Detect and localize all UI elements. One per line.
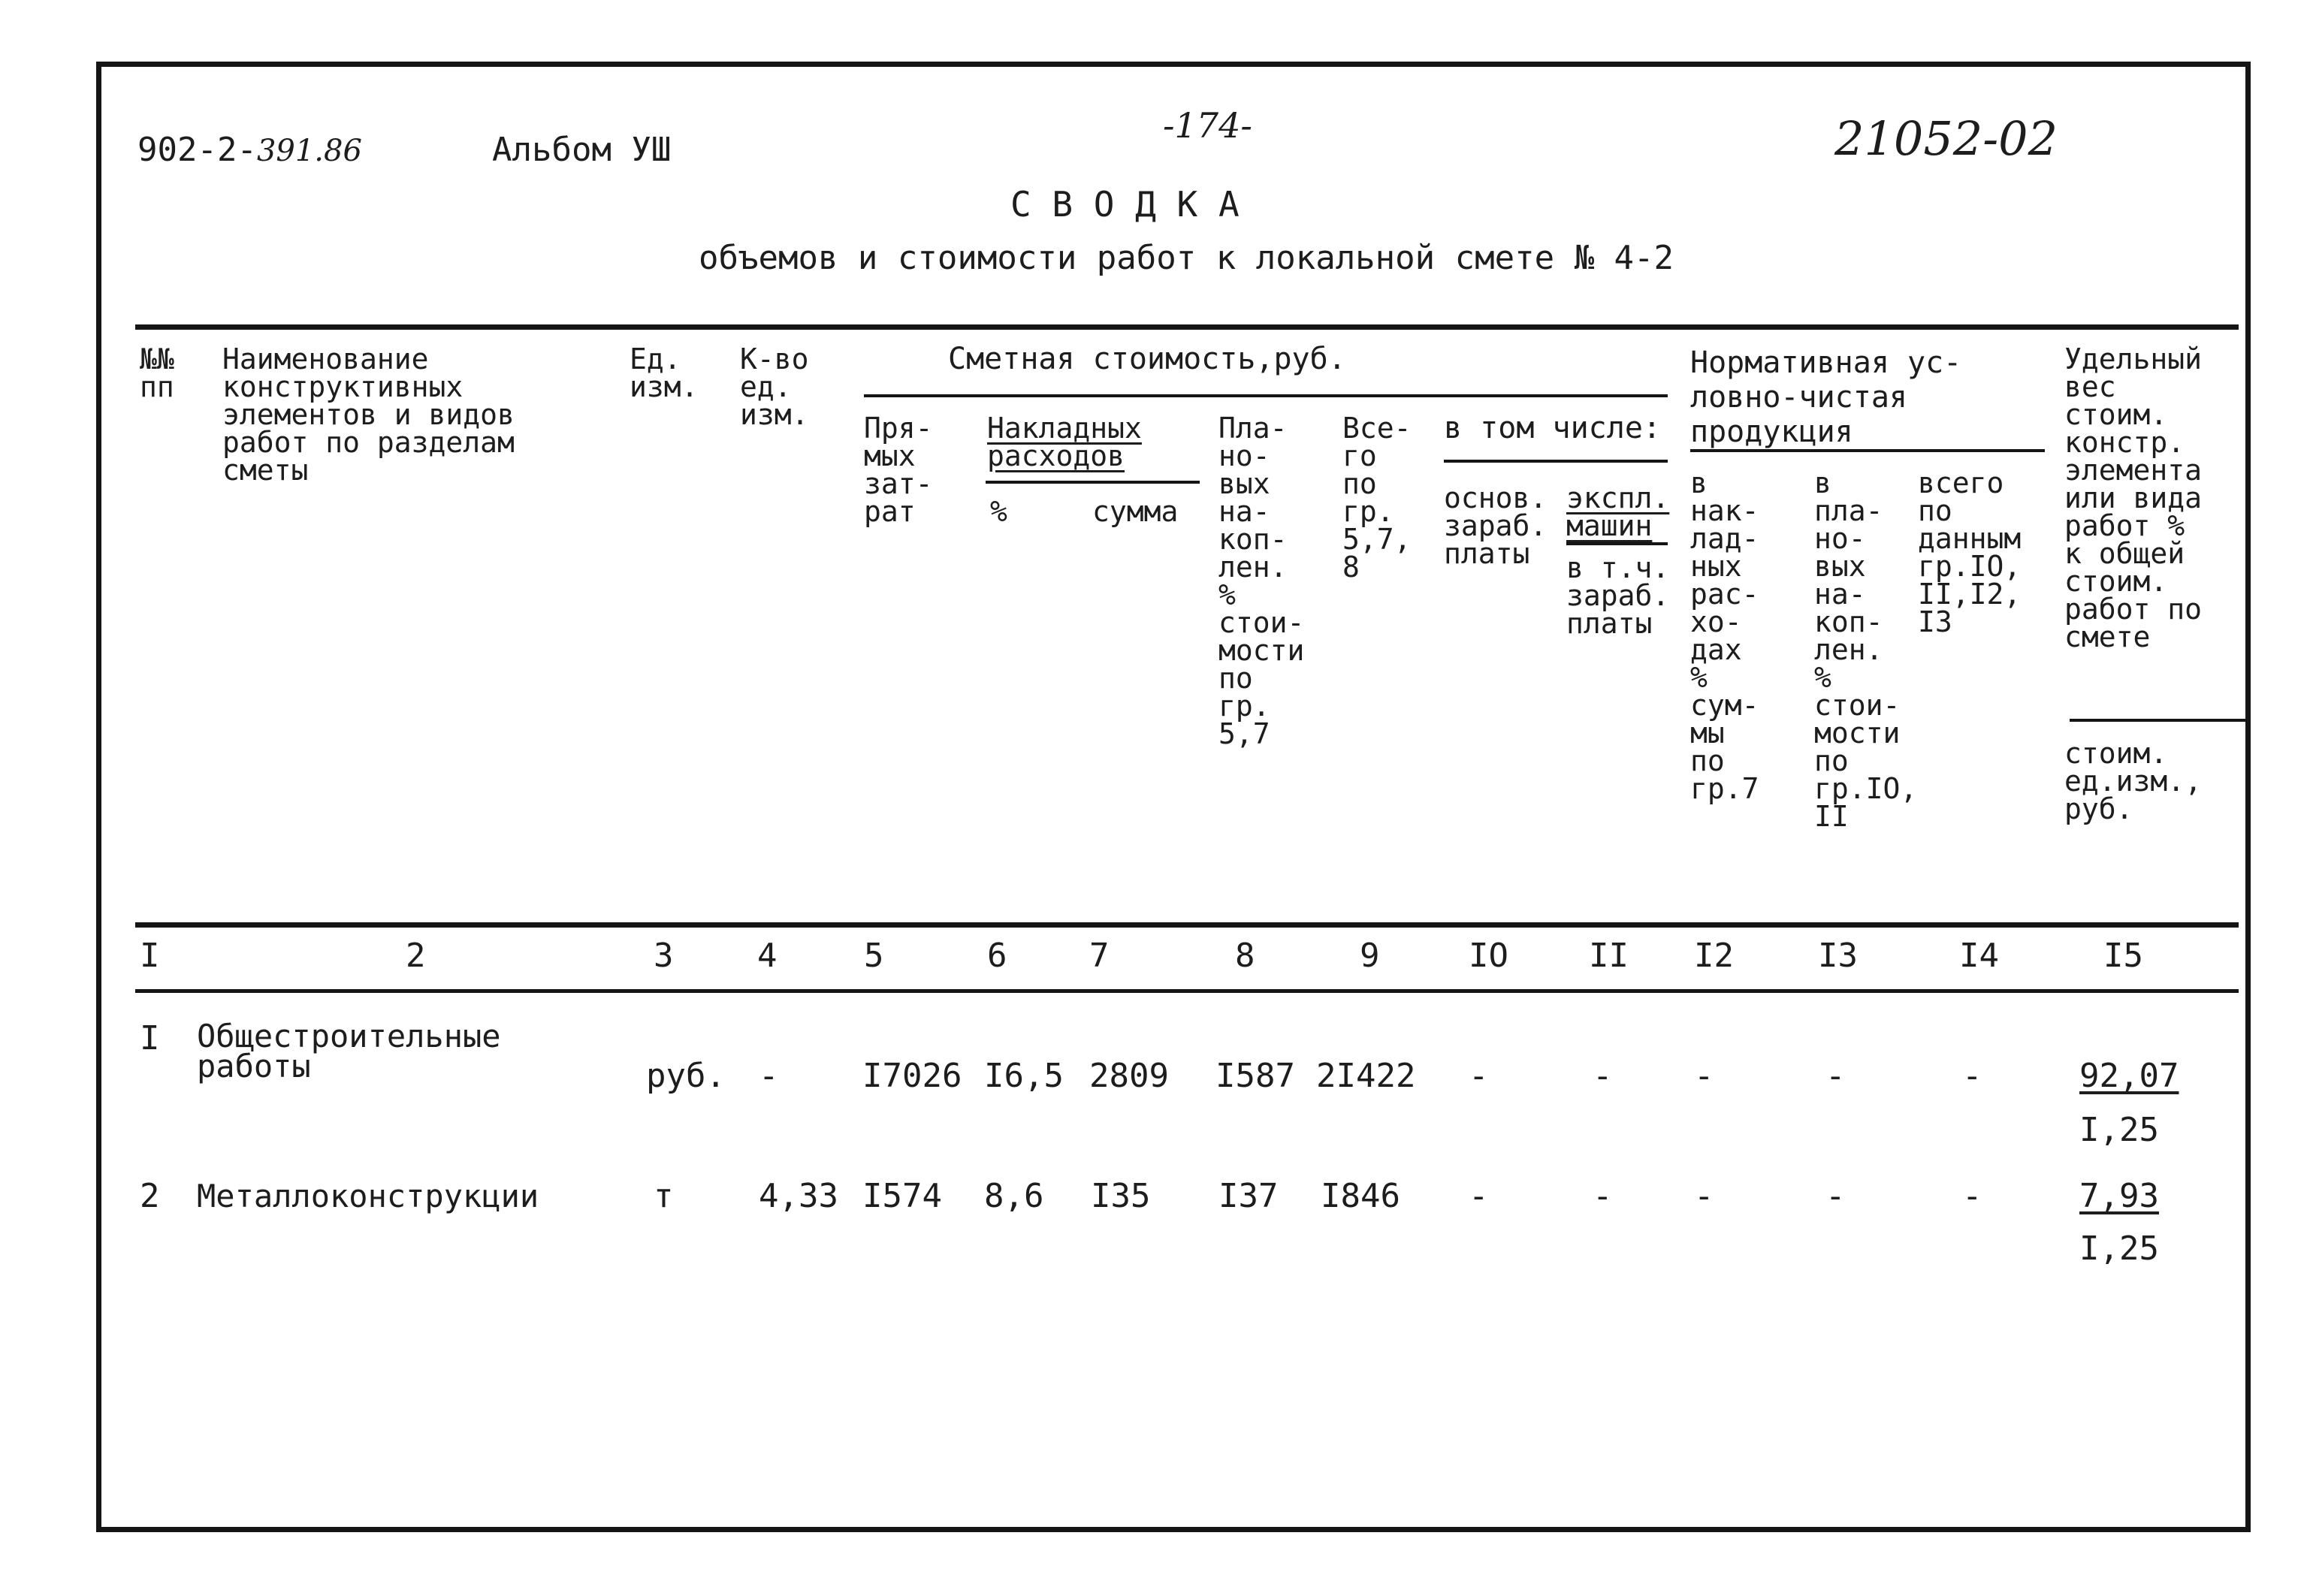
header-col-qty: К-во ед. изм. (740, 342, 809, 431)
row-1-no: I (140, 1019, 160, 1057)
header-col-name: Наименование конструктивных элементов и видов работ по разделам сметы (222, 342, 515, 487)
row-1-total: 2I422 (1316, 1057, 1416, 1095)
machines-rule (1566, 542, 1668, 545)
header-col-no: №№ пп (140, 342, 174, 403)
table-top-rule (135, 324, 2239, 330)
document-frame (96, 62, 2251, 1532)
row-1-qty: - (759, 1057, 779, 1095)
header-col-share: Удельный вес стоим. констр. элемента или вида работ % к общей стоим. работ по смете (2064, 342, 2203, 653)
header-incl-group: в том числе: (1444, 411, 1661, 445)
header-cost-group: Сметная стоимость,руб. (948, 342, 1346, 376)
header-norm-group: Нормативная ус- ловно-чистая продукция (1690, 345, 1962, 449)
cost-group-rule (864, 394, 1668, 397)
row-1-planned: I587 (1215, 1057, 1295, 1095)
row-2-c13: - (1825, 1177, 1846, 1215)
row-2-c12: - (1694, 1177, 1714, 1215)
column-number: 2 (406, 937, 426, 975)
share-rule (2070, 719, 2250, 722)
row-2-qty: 4,33 (759, 1177, 838, 1215)
column-number: IO (1469, 937, 1508, 975)
album-label: Альбом УШ (492, 131, 672, 169)
header-col-overhead-sum: сумма (1092, 495, 1179, 528)
header-col-unit: Ед. изм. (630, 342, 699, 403)
column-number: 4 (757, 937, 778, 975)
row-1-c11: - (1593, 1057, 1613, 1095)
page-title: С В О Д К А (1010, 184, 1240, 225)
row-1-overhead-pct: I6,5 (984, 1057, 1064, 1095)
row-2-unit: т (654, 1177, 674, 1215)
row-1-share: 92,07 (2079, 1057, 2179, 1095)
norm-group-rule (1690, 449, 2045, 452)
row-2-unit-cost: I,25 (2079, 1229, 2159, 1268)
row-2-no: 2 (140, 1177, 160, 1215)
row-2-name: Металлоконструкции (197, 1178, 539, 1214)
column-number: 8 (1235, 937, 1255, 975)
header-col-norm-total: всего по данным гр.IO, II,I2, I3 (1918, 466, 2022, 638)
row-2-share: 7,93 (2079, 1177, 2159, 1215)
row-1-c14: - (1962, 1057, 1982, 1095)
row-2-overhead-sum: I35 (1091, 1177, 1151, 1215)
row-2-overhead-pct: 8,6 (984, 1177, 1044, 1215)
header-col-machines: экспл. машин (1566, 481, 1670, 542)
column-number: I4 (1959, 937, 1999, 975)
row-1-name: Общестроительные работы (197, 1018, 501, 1085)
page-subtitle: объемов и стоимости работ к локальной смете № 4-2 (699, 239, 1674, 277)
overhead-rule (986, 481, 1200, 484)
row-1-c12: - (1694, 1057, 1714, 1095)
header-col-norm-planned: в пла- но- вых на- коп- лен. % стои- мости по гр.IO, II (1814, 466, 1918, 833)
row-2-c10: - (1469, 1177, 1489, 1215)
row-1-unit-cost: I,25 (2079, 1111, 2159, 1149)
stamp-number: 21052-02 (1834, 111, 2058, 166)
column-number: 9 (1360, 937, 1380, 975)
row-2-c11: - (1593, 1177, 1613, 1215)
header-col-norm-overhead: в нак- лад- ных рас- хо- дах % сум- мы по гр.7 (1690, 466, 1759, 805)
row-1-direct: I7026 (862, 1057, 962, 1095)
doc-code-handwritten: 391.86 (256, 134, 362, 168)
header-col-unit-cost: стоим. ед.изм., руб. (2064, 737, 2203, 825)
column-number: I (140, 937, 160, 975)
row-2-c14: - (1962, 1177, 1982, 1215)
row-1-unit: руб. (646, 1057, 726, 1095)
header-overhead-group: Накладных расходов (987, 412, 1142, 472)
header-bottom-rule (135, 922, 2239, 928)
doc-code-prefix: 902-2- (137, 131, 257, 169)
row-2-total: I846 (1321, 1177, 1400, 1215)
incl-group-rule (1444, 460, 1668, 463)
column-number: II (1589, 937, 1629, 975)
column-number: 3 (654, 937, 674, 975)
header-col-total: Все- го по гр. 5,7, 8 (1342, 412, 1412, 584)
header-col-planned: Пла- но- вых на- коп- лен. % стои- мости по гр. 5,7 (1218, 412, 1305, 750)
page-number: -174- (1163, 105, 1252, 146)
column-number: I3 (1818, 937, 1858, 975)
header-col-overhead-pct: % (990, 495, 1007, 528)
row-2-planned: I37 (1218, 1177, 1279, 1215)
header-col-direct: Пря- мых зат- рат (864, 412, 933, 528)
column-number: 6 (987, 937, 1007, 975)
column-number: I5 (2103, 937, 2143, 975)
row-1-c13: - (1825, 1057, 1846, 1095)
row-1-c10: - (1469, 1057, 1489, 1095)
column-number: 7 (1089, 937, 1110, 975)
header-col-base-wages: основ. зараб. платы (1444, 481, 1548, 570)
row-1-overhead-sum: 2809 (1089, 1057, 1169, 1095)
header-col-machines-wages: в т.ч. зараб. платы (1566, 551, 1670, 640)
column-numbers-rule (135, 989, 2239, 993)
row-2-direct: I574 (862, 1177, 942, 1215)
column-number: 5 (864, 937, 884, 975)
column-number: I2 (1694, 937, 1734, 975)
doc-code (137, 131, 362, 169)
